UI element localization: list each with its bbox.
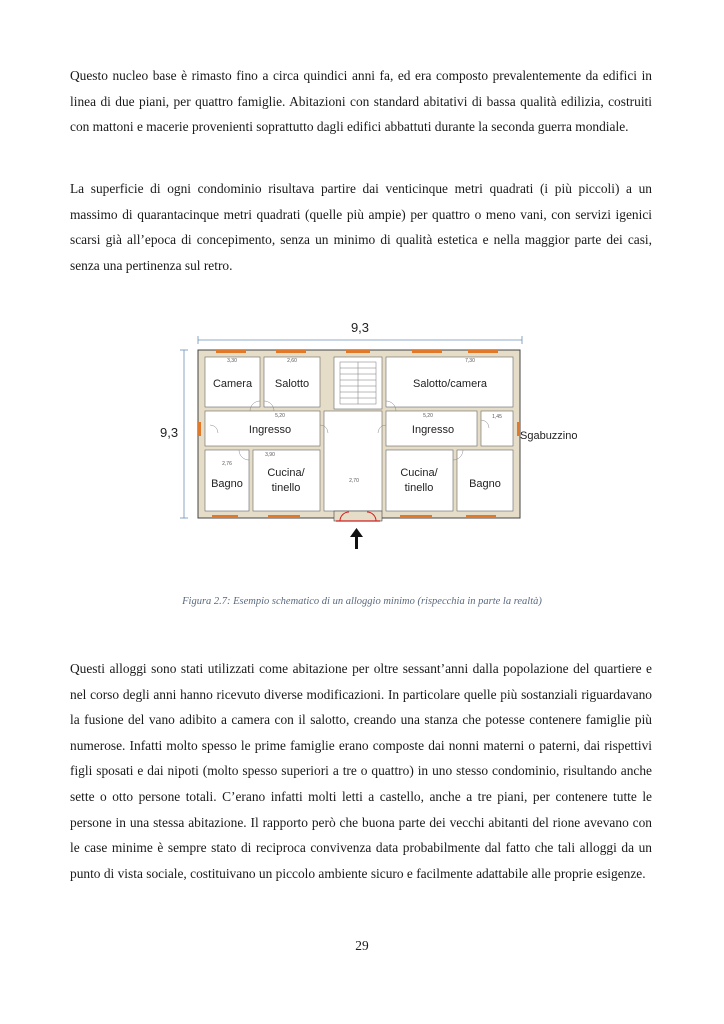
dimension-width-label: 9,3: [350, 320, 370, 335]
entrance-arrow-icon: [350, 528, 363, 549]
dim-camera: 3,30: [227, 358, 237, 364]
dim-salotto: 2,60: [287, 358, 297, 364]
room-label-camera: Camera: [212, 378, 253, 390]
dimension-height-label: 9,3: [160, 425, 179, 440]
dim-ingresso-right: 5,20: [423, 413, 433, 419]
room-label-cucina-right-1: Cucina/: [400, 467, 438, 479]
dim-sgabuzzino: 1,45: [492, 414, 502, 420]
corridor: [324, 411, 382, 511]
paragraph-2: La superficie di ogni condominio risultava partire dai venticinque metri quadrati (i più piccoli) a un massimo di quarantacinque metri quadrati (quelle più ampie) per quattro o meno vani, con servizi igenici scarsi già all’epoca di concepimento, senza un minimo di qualità estetica e nella maggior parte dei casi, senza una pertinenza sul retro.: [70, 181, 652, 273]
room-cucina-left: [253, 450, 320, 511]
room-label-bagno-left: Bagno: [211, 478, 243, 490]
dim-cucina: 3,90: [265, 452, 275, 458]
room-label-salotto-camera: Salotto/camera: [413, 378, 487, 390]
dim-salotto-camera: 7,30: [465, 358, 475, 364]
room-label-ingresso-right: Ingresso: [411, 424, 455, 436]
dim-bagno: 2,76: [222, 461, 232, 467]
dim-ingresso-left: 5,20: [275, 413, 285, 419]
entrance: [334, 511, 382, 521]
paragraph-3: Questi alloggi sono stati utilizzati come abitazione per oltre sessant’anni dalla popolazione del quartiere e nel corso degli anni hanno ricevuto diverse modificazioni. In particolare quelle più sostanziali riguardavano la fusione del vano adibito a camera con il salotto, creando una stanza che potesse contenere famiglie più numerose. Infatti molto spesso le prime famiglie erano composte dai nonni materni o paterni, dai rispettivi figli sposati e dai nipoti (molto spesso superiori a tre o quattro) in uno stesso condominio, risultando anche sette o otto persone totali. C’erano infatti molti letti a castello, anche a tre piani, per contenere tutte le persone in una stessa abitazione. Il rapporto però che buona parte dei vecchi abitanti del rione avevano con le case minime è sempre stato di reciproca convivenza data probabilmente dal fatto che tali alloggi da un punto di vista sociale, costituivano un piccolo ambiente sicuro e facilmente adattabile alle proprie esigenze.: [70, 661, 652, 881]
room-label-cucina-left-1: Cucina/: [267, 467, 305, 479]
page-number: 29: [355, 938, 369, 953]
floor-plan-diagram: [150, 310, 580, 560]
room-label-sgabuzzino: Sgabuzzino: [520, 430, 578, 442]
paragraph-1: Questo nucleo base è rimasto fino a circa quindici anni fa, ed era composto prevalentemente da edifici in linea di due piani, per quattro famiglie. Abitazioni con standard abitativi di bassa qualità edilizia, costruiti con mattoni e macerie provenienti soprattutto dagli edifici abbattuti durante la seconda guerra mondiale.: [70, 68, 652, 135]
figure-caption: Figura 2.7: Esempio schematico di un alloggio minimo (rispecchia in parte la realtà): [182, 596, 542, 607]
room-label-bagno-right: Bagno: [469, 478, 501, 490]
room-label-cucina-left-2: tinello: [271, 482, 301, 494]
room-label-cucina-right-2: tinello: [404, 482, 434, 494]
room-label-ingresso-left: Ingresso: [248, 424, 292, 436]
dim-stair: 2,70: [349, 478, 359, 484]
room-label-salotto: Salotto: [274, 378, 310, 390]
room-cucina-right: [386, 450, 453, 511]
